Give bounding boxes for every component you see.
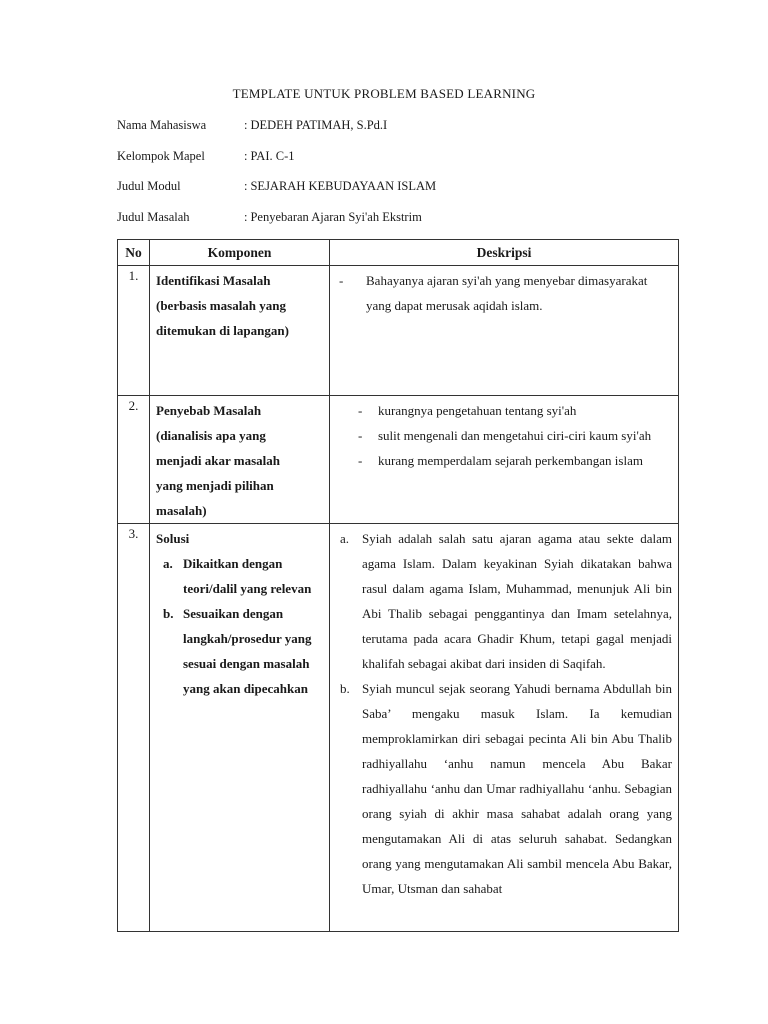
list-item-text: Sesuaikan dengan langkah/prosedur yang sesuai dengan masalah yang akan dipecahkan: [183, 606, 312, 696]
komponen-line: masalah): [156, 503, 207, 518]
komponen-line: Penyebab Masalah: [156, 403, 262, 418]
list-item: [336, 268, 672, 318]
list-item-text: Syiah muncul sejak seorang Yahudi bernama Abdullah bin Saba’ mengaku masuk Islam. Ia kemudian memproklamirkan diri sebagai pecinta Ali bin Abu Thalib radhiyallahu ‘anhu namun mencela Abu Bakar radhiyallahu ‘anhu dan Umar radhiyallahu ‘anhu. Sebagian orang syiah di akhir masa sahabat adalah orang yang mengutamakan Ali di atas seluruh sahabat. Sedangkan orang yang mengutamakan Ali sambil mencela Abu Bakar, Umar, Utsman dan sahabat: [362, 681, 672, 896]
header-komponen: Komponen: [150, 240, 330, 266]
list-item-text: sulit mengenali dan mengetahui ciri-ciri kaum syi'ah: [378, 428, 652, 443]
list-item-text: kurangnya pengetahuan tentang syi'ah: [378, 403, 577, 418]
list-item-text: Bahayanya ajaran syi'ah yang menyebar dimasyarakat yang dapat merusak aqidah islam.: [366, 273, 648, 313]
list-marker: b.: [340, 681, 350, 696]
page-title: TEMPLATE UNTUK PROBLEM BASED LEARNING: [232, 86, 536, 101]
komponen-cell: [150, 266, 330, 396]
row-number: 2.: [118, 396, 150, 524]
komponen-line: (dianalisis apa yang: [156, 428, 266, 443]
list-item-text: Syiah adalah salah satu ajaran agama atau sekte dalam agama Islam. Dalam keyakinan Syiah dikatakan bahwa rasul dalam agama Islam, Muhammad, menunjuk Ali bin Abi Thalib sebagai penggantinya dan Imam setelahnya, terutama pada acara Ghadir Khum, tetapi gagal menjadi khalifah sebagai akibat dari insiden di Saqifah.: [362, 531, 672, 671]
list-marker: a.: [163, 556, 173, 571]
komponen-cell: [150, 396, 330, 524]
dash-marker: -: [339, 273, 344, 288]
list-item: [336, 448, 672, 473]
header-no: No: [118, 240, 150, 266]
deskripsi-cell: [330, 524, 679, 932]
list-marker: b.: [163, 606, 174, 621]
table-row: [118, 266, 679, 396]
table-header-row: [118, 240, 679, 266]
meta-value: : DEDEH PATIMAH, S.Pd.I: [244, 118, 388, 132]
komponen-title: Solusi: [156, 531, 190, 546]
list-item-text: Dikaitkan dengan teori/dalil yang relevan: [183, 556, 312, 596]
row-number: 1.: [118, 266, 150, 396]
list-item: [163, 601, 323, 701]
dash-marker: -: [358, 403, 363, 418]
komponen-cell: [150, 524, 330, 932]
list-item: [336, 423, 672, 448]
meta-label: Kelompok Mapel: [117, 149, 205, 163]
list-item: [336, 676, 672, 901]
list-item-text: kurang memperdalam sejarah perkembangan islam: [378, 453, 643, 468]
deskripsi-cell: [330, 396, 679, 524]
list-item: [336, 526, 672, 676]
komponen-line: ditemukan di lapangan): [156, 323, 289, 338]
komponen-line: yang menjadi pilihan: [156, 478, 274, 493]
komponen-line: Identifikasi Masalah: [156, 273, 271, 288]
meta-label: Judul Masalah: [117, 210, 190, 224]
meta-value: : SEJARAH KEBUDAYAAN ISLAM: [244, 179, 437, 193]
meta-value: : PAI. C-1: [244, 149, 295, 163]
komponen-line: menjadi akar masalah: [156, 453, 280, 468]
list-item: [336, 398, 672, 423]
header-deskripsi: Deskripsi: [330, 240, 679, 266]
meta-label: Nama Mahasiswa: [117, 118, 207, 132]
row-number: 3.: [118, 524, 150, 932]
komponen-list: [156, 551, 323, 701]
dash-marker: -: [358, 428, 363, 443]
list-item: [163, 551, 323, 601]
pbl-table: [117, 239, 679, 932]
table-row: [118, 524, 679, 932]
dash-marker: -: [358, 453, 363, 468]
list-marker: a.: [340, 531, 350, 546]
deskripsi-cell: [330, 266, 679, 396]
table-row: [118, 396, 679, 524]
meta-label: Judul Modul: [117, 179, 181, 193]
komponen-line: (berbasis masalah yang: [156, 298, 287, 313]
meta-value: : Penyebaran Ajaran Syi'ah Ekstrim: [244, 210, 422, 224]
